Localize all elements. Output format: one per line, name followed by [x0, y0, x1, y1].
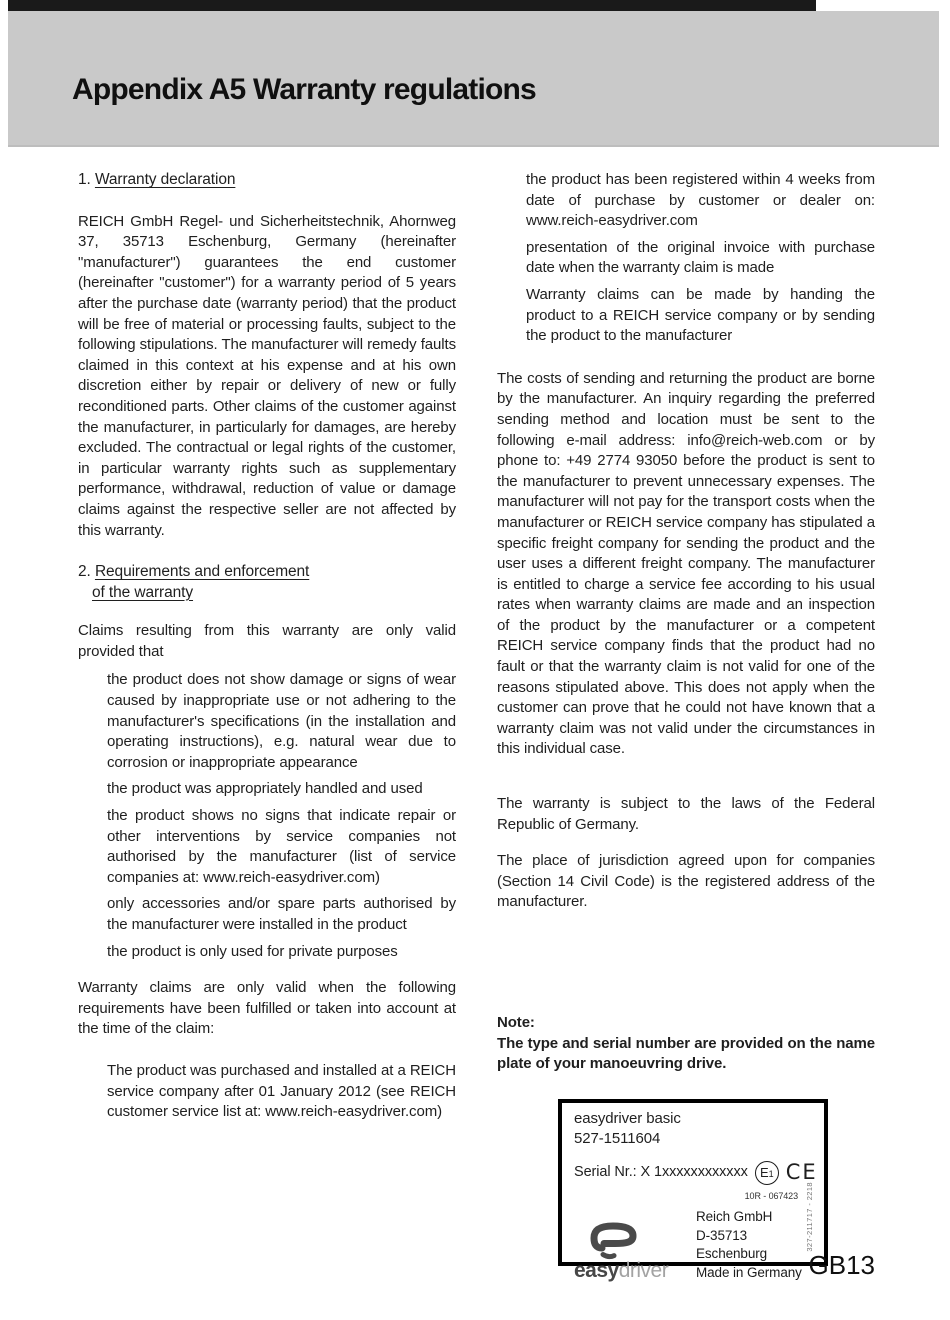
nameplate-type-number: 527-1511604: [574, 1129, 661, 1147]
list-item: the product does not show damage or signs of wear caused by inappropriate use or not adhering to the manufacturer's specifications (in the installation and operating instructions), e.g. natural wear due to corrosion or inappropriate appearance: [107, 671, 456, 771]
top-accent-bar: [8, 0, 816, 11]
note-block: [497, 1013, 875, 1075]
nameplate-bottom-row: [574, 1208, 814, 1282]
wordmark-driver: driver: [618, 1259, 669, 1283]
warranty-conditions-list: [78, 670, 456, 962]
requirement-item: The product was purchased and installed at a REICH service company after 01 January 2012 (see REICH customer service list at: www.reich-easydriver.com): [107, 1061, 456, 1121]
section-1-heading: [78, 170, 456, 191]
easydriver-logo: [574, 1222, 686, 1282]
page-number: GB13: [808, 1250, 875, 1280]
section-2-title-line2: of the warranty: [92, 583, 194, 601]
content-columns: [78, 170, 875, 1283]
list-item: only accessories and/or spare parts authorised by the manufacturer were installed in the product: [107, 895, 456, 933]
list-item: the product shows no signs that indicate repair or other interventions by service companies not authorised by the manufacturer (list of service companies at: www.reich-easydriver.com): [107, 807, 456, 886]
easydriver-e-icon: [588, 1222, 640, 1260]
e1-approval-mark-icon: [755, 1161, 779, 1185]
nameplate-side-code: 327-211717 - 2218: [805, 1182, 815, 1252]
list-item: Warranty claims can be made by handing the product to a REICH service company or by sending the product to the manufacturer: [526, 285, 875, 345]
serial-number-label: Serial Nr.: X 1xxxxxxxxxxxx: [574, 1164, 748, 1181]
nameplate: [558, 1099, 828, 1283]
list-item: the product was appropriately handled and used: [107, 780, 423, 798]
e-mark-letter: E: [760, 1165, 769, 1181]
section-2-title-line1: Requirements and enforcement: [94, 563, 310, 581]
left-column: [78, 170, 456, 1266]
warranty-declaration-paragraph: REICH GmbH Regel- und Sicherheitstechnik, Ahornweg 37, 35713 Eschenburg, Germany (hereinafter "manufacturer") guarantees the end customer (hereinafter "customer") for a warranty period of 5 years after the purchase date (warranty period) that the product will be free of material or processing faults, subject to the following stipulations. The manufacturer will remedy faults claimed in this context at his expense and at his own discretion either by repair or delivery of new or fully reconditioned parts. Other claims of the customer against the manufacturer, in particularly for damages, are hereby excluded. The contractual or legal rights of the customer, in particular warranty rights such as supplementary performance, withdrawal, reduction of value or damage claims against the respective seller are not affected by this warranty.: [78, 212, 456, 539]
nameplate-product-name: easydriver basic: [574, 1109, 681, 1127]
right-column: [497, 170, 875, 1283]
e-mark-digit: 1: [768, 1169, 774, 1180]
origin-label: Made in Germany: [696, 1264, 802, 1280]
law-paragraph: The warranty is subject to the laws of the Federal Republic of Germany.: [497, 795, 875, 833]
jurisdiction-paragraph: The place of jurisdiction agreed upon for companies (Section 14 Civil Code) is the registered address of the manufacturer.: [497, 852, 875, 911]
list-item: the product has been registered within 4 weeks from date of purchase by customer or dealer on: www.reich-easydriver.com: [526, 171, 875, 230]
section-2-number: 2.: [78, 563, 95, 581]
page-title: Appendix A5 Warranty regulations: [72, 73, 536, 106]
manufacturer-address-block: [696, 1208, 814, 1282]
note-text: The type and serial number are provided on the name plate of your manoeuvring drive.: [497, 1034, 875, 1073]
ce-mark-icon: CE: [785, 1160, 818, 1185]
nameplate-serial-row: [574, 1160, 818, 1185]
wordmark-easy: easy: [574, 1259, 619, 1283]
claims-intro-paragraph: Claims resulting from this warranty are only valid provided that: [78, 622, 456, 660]
section-2-heading: [78, 562, 456, 603]
claims-requirements-paragraph: Warranty claims are only valid when the following requirements have been fulfilled or taken into account at the time of the claim:: [78, 979, 456, 1038]
section-1-title: Warranty declaration: [94, 171, 236, 188]
list-item: presentation of the original invoice with purchase date when the warranty claim is made: [526, 238, 875, 277]
list-item: the product is only used for private purposes: [107, 942, 398, 960]
header-band: [8, 11, 939, 147]
costs-paragraph: The costs of sending and returning the product are borne by the manufacturer. An inquiry regarding the preferred sending method and location must be sent to the following e-mail address: info@reich-web.com or by phone to: +49 2774 93050 before the product is sent to the manufacturer to prevent unnecessary expenses. The manufacturer will not pay for the transport costs when the manufacturer or REICH service company has stipulated a specific freight company for sending the product and the user uses a different freight company. The manufacturer is entitled to charge a service fee according to his usual rates when warranty claims are made and an inspection of the product by the manufacturer or a competent REICH service company finds that the product had no fault or that the warranty claim is not valid for one of the reasons stipulated above. This does not apply when the customer can prove that he could not have known that a warranty claim was not valid under the circumstances in this individual case.: [497, 369, 875, 758]
manufacturer-name: Reich GmbH: [696, 1209, 773, 1225]
easydriver-wordmark: [574, 1260, 686, 1282]
approval-number: 10R - 067423: [744, 1190, 798, 1201]
section-1-number: 1.: [78, 171, 95, 188]
requirements-continued-list: [497, 170, 875, 347]
manufacturer-city: D-35713 Eschenburg: [696, 1227, 768, 1262]
note-label: Note:: [497, 1014, 535, 1031]
